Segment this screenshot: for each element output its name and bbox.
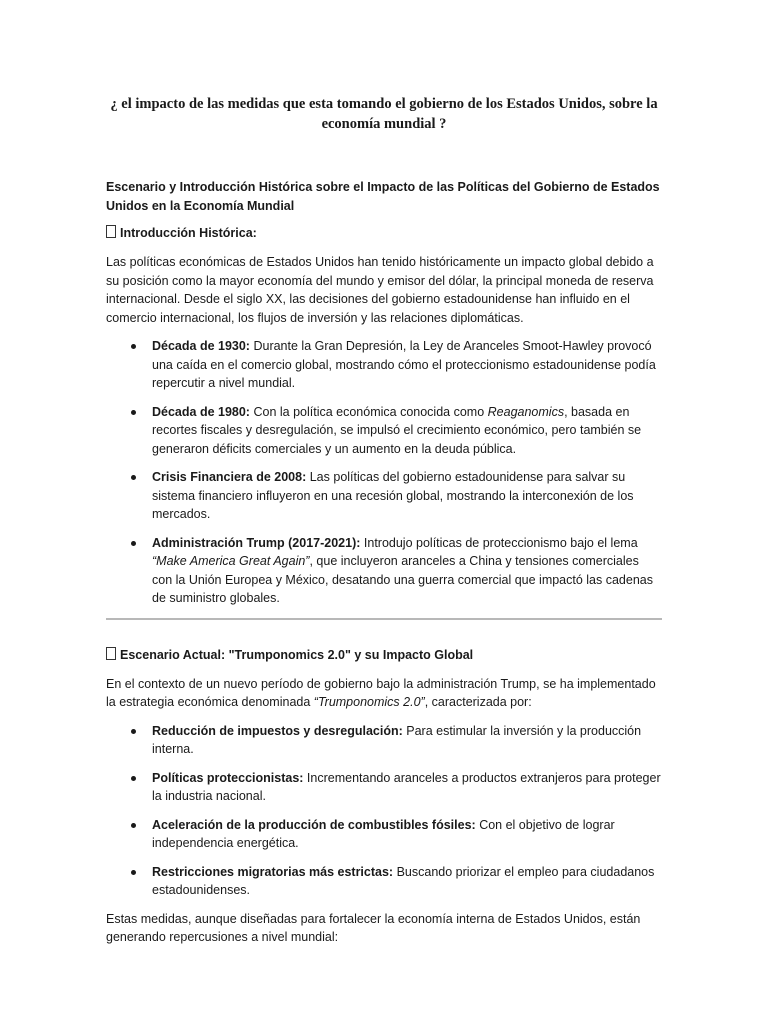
- item-text: Con el objetivo de lograr independencia energética.: [152, 817, 615, 850]
- list-item: [106, 403, 662, 459]
- bullet-icon: [131, 823, 136, 828]
- document-title: ¿ el impacto de las medidas que esta tomando el gobierno de los Estados Unidos, sobre la economía mundial ?: [110, 96, 658, 132]
- item-text: Durante la Gran Depresión, la Ley de Aranceles Smoot-Hawley provocó una caída en el comercio global, mostrando cómo el proteccionismo estadounidense podía repercutir a nivel mundial.: [152, 339, 656, 390]
- current-paragraph: [106, 675, 662, 712]
- item-bold-label: Década de 1980:: [152, 404, 250, 419]
- current-heading-text: Escenario Actual: "Trumponomics 2.0" y su Impacto Global: [120, 647, 474, 662]
- item-text: Introdujo políticas de proteccionismo bajo el lema: [363, 535, 638, 550]
- section-heading: Escenario y Introducción Histórica sobre el Impacto de las Políticas del Gobierno de Estados Unidos en la Economía Mundial: [106, 180, 660, 213]
- bullet-icon: [131, 776, 136, 781]
- list-item: [106, 863, 662, 900]
- horizontal-divider: [106, 618, 662, 620]
- closing-paragraph: Estas medidas, aunque diseñadas para fortalecer la economía interna de Estados Unidos, están generando repercusiones a nivel mundial:: [106, 911, 641, 944]
- intro-bullet-list: [106, 337, 662, 608]
- bullet-icon: [131, 475, 136, 480]
- paragraph-italic-term: “Trumponomics 2.0”: [313, 695, 425, 709]
- paragraph-text: , caracterizada por:: [424, 695, 532, 709]
- bullet-icon: [131, 344, 136, 349]
- item-bold-label: Restricciones migratorias más estrictas:: [152, 864, 394, 879]
- item-bold-label: Políticas proteccionistas:: [152, 770, 304, 785]
- document-content: [106, 94, 662, 957]
- item-text: Incrementando aranceles a productos extranjeros para proteger la industria nacional.: [152, 770, 661, 803]
- item-bold-label: Administración Trump (2017-2021):: [152, 535, 361, 550]
- bullet-icon: [131, 870, 136, 875]
- item-bold-label: Reducción de impuestos y desregulación:: [152, 723, 403, 738]
- intro-paragraph: Las políticas económicas de Estados Unidos han tenido históricamente un impacto global debido a su posición como la mayor economía del mundo y emisor del dólar, la principal moneda de reserva internacional. Desde el siglo XX, las decisiones del gobierno estadounidense han influido en el comercio internacional, los flujos de inversión y las relaciones diplomáticas.: [106, 255, 654, 325]
- list-item: [106, 337, 662, 393]
- list-item: [106, 468, 662, 524]
- item-text: Buscando priorizar el empleo para ciudadanos estadounidenses.: [152, 864, 655, 897]
- current-bullet-list: [106, 722, 662, 900]
- item-italic-term: Reaganomics: [487, 404, 565, 419]
- list-item: [106, 769, 662, 806]
- item-bold-label: Aceleración de la producción de combustibles fósiles:: [152, 817, 476, 832]
- missing-glyph-icon: [106, 225, 116, 238]
- list-item: [106, 816, 662, 853]
- item-bold-label: Década de 1930:: [152, 339, 250, 353]
- item-text: , que incluyeron aranceles a China y tensiones comerciales con la Unión Europea y México, desatando una guerra comercial que impactó las cadenas de suministro globales.: [152, 554, 653, 605]
- item-italic-term: “Make America Great Again”: [152, 554, 310, 568]
- item-bold-label: Crisis Financiera de 2008:: [152, 470, 307, 484]
- list-item: [106, 722, 662, 759]
- bullet-icon: [131, 410, 136, 415]
- paragraph-text: En el contexto de un nuevo período de gobierno bajo la administración Trump, se ha implementado la estrategia económica denominada: [106, 676, 656, 709]
- bullet-icon: [131, 729, 136, 734]
- bullet-icon: [131, 541, 136, 546]
- intro-heading-text: Introducción Histórica:: [120, 226, 257, 240]
- intro-heading: [106, 224, 662, 243]
- item-text: , basada en recortes fiscales y desregulación, se impulsó el crecimiento económico, pero también se generaron déficits comerciales y un aumento en la deuda pública.: [152, 404, 642, 456]
- item-text: Para estimular la inversión y la producción interna.: [152, 723, 642, 756]
- current-heading: [106, 646, 662, 665]
- item-text: Las políticas del gobierno estadounidense para salvar su sistema financiero influyeron en una recesión global, mostrando la interconexión de los mercados.: [152, 470, 634, 521]
- missing-glyph-icon: [106, 647, 116, 660]
- list-item: [106, 534, 662, 608]
- item-text: Con la política económica conocida como: [253, 404, 485, 419]
